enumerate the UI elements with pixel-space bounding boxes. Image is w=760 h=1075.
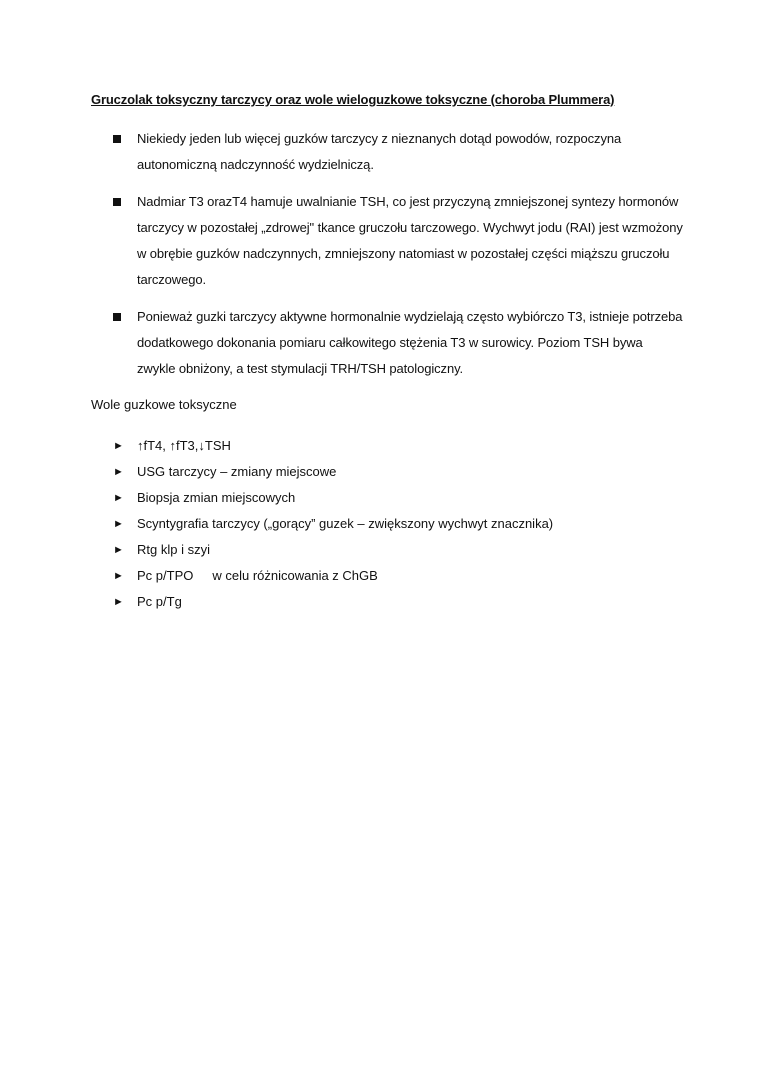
list-item [113, 511, 553, 537]
list-item-text: Biopsja zmian miejscowych [137, 490, 296, 505]
list-item-text: Ponieważ guzki tarczycy aktywne hormonalnie wydzielają często wybiórczo T3, istnieje potrzeba dodatkowego dokonania pomiaru całkowitego stężenia T3 w surowicy. Poziom TSH bywa zwykle obniżony, a test stymulacji TRH/TSH patologiczny. [137, 309, 683, 376]
list-item [113, 485, 553, 511]
list-item [113, 189, 683, 293]
list-item [113, 433, 553, 459]
list-item-text: Rtg klp i szyi [137, 542, 210, 557]
list-item-text: ↑fT4, ↑fT3,↓TSH [137, 438, 231, 453]
arrow-bullet-icon: ► [113, 544, 124, 556]
arrow-bullet-icon: ► [113, 518, 124, 530]
list-item [113, 563, 553, 589]
arrow-bullet-icon: ► [113, 440, 124, 452]
square-bullet-icon [113, 135, 121, 143]
square-bullet-list [113, 126, 683, 393]
document-heading: Gruczolak toksyczny tarczycy oraz wole wieloguzkowe toksyczne (choroba Plummera) [91, 92, 615, 107]
tpo-note: w celu różnicowania z ChGB [212, 568, 378, 583]
list-item [113, 304, 683, 382]
arrow-bullet-icon: ► [113, 596, 124, 608]
tpo-label: Pc p/TPO [137, 568, 194, 583]
list-item-text: Pc p/Tg [137, 594, 182, 609]
arrow-bullet-icon: ► [113, 570, 124, 582]
section-subheading: Wole guzkowe toksyczne [91, 397, 237, 412]
list-item-text: Scyntygrafia tarczycy („gorący” guzek – zwiększony wychwyt znacznika) [137, 516, 554, 531]
list-item-text: USG tarczycy – zmiany miejscowe [137, 464, 337, 479]
list-item-text: Niekiedy jeden lub więcej guzków tarczycy z nieznanych dotąd powodów, rozpoczyna autonomiczną nadczynność wydzielniczą. [137, 131, 622, 172]
list-item-text: Nadmiar T3 orazT4 hamuje uwalnianie TSH, co jest przyczyną zmniejszonej syntezy hormonów tarczycy w pozostałej „zdrowej" tkance gruczołu tarczowego. Wychwyt jodu (RAI) jest wzmożony w obrębie guzków nadczynnych, zmniejszony natomiast w pozostałej części miąższu gruczołu tarczowego. [137, 194, 683, 287]
arrow-bullet-icon: ► [113, 466, 124, 478]
arrow-bullet-icon: ► [113, 492, 124, 504]
list-item [113, 126, 683, 178]
arrow-bullet-list [113, 433, 553, 615]
list-item [113, 537, 553, 563]
square-bullet-icon [113, 313, 121, 321]
list-item [113, 589, 553, 615]
square-bullet-icon [113, 198, 121, 206]
list-item [113, 459, 553, 485]
